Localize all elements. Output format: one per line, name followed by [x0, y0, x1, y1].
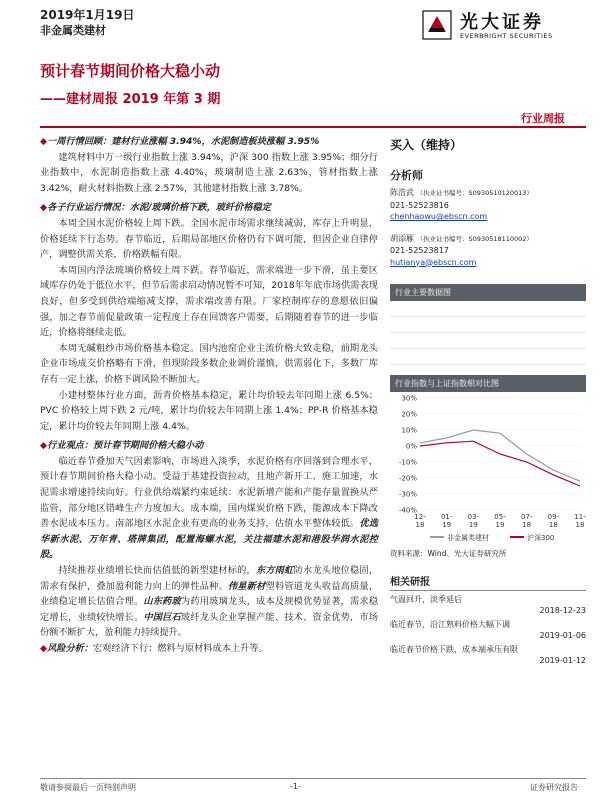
- table-row: [390, 317, 586, 333]
- related-report-item[interactable]: [390, 594, 586, 616]
- y-tick-label: -20%: [398, 474, 417, 483]
- paragraph: 本周无碱粗纱市场价格基本稳定。国内池窑企业主流价格大致走稳，前期龙头企业市场成交价格略有下滑，但现阶段多数企业调价谨慎，供需弱化下，多数厂库存有一定上涨，价格下调风险不断加大。: [40, 342, 378, 385]
- analyst-email-link[interactable]: chenhaowu@ebscn.com: [390, 212, 488, 221]
- table-row: [390, 333, 586, 349]
- x-tick-label: 11-: [574, 513, 586, 521]
- series-line: [420, 441, 580, 486]
- footer-label: 证券研究报告: [530, 783, 578, 792]
- analyst-phone: 021-52523817: [390, 246, 449, 255]
- y-tick-label: -30%: [398, 490, 417, 499]
- paragraph: 建筑材料中万一级行业指数上涨 3.94%，沪深 300 指数上涨 3.95%；细分行业指数中，水泥制造指数上涨 4.40%，玻璃制造上涨 2.63%，管材指数上涨 3.42%，耐火材料指数上涨 2.57%，其他建材指数上涨 3.78%。: [40, 151, 378, 194]
- logo-cn-text: 光大证券: [460, 12, 544, 33]
- paragraph: 持续推荐业绩增长快而估值低的新型建材标的，东方雨虹防水龙头地位稳固，需求有保护，叠加盈利能力向上的弹性品种。伟星新材塑料管道龙头收益高质量，业绩稳定增长估值合理。山东药玻为药用玻璃龙头，成本及规模优势显著，需求稳定增长，业绩较快增长。中国巨石玻纤龙头企业掌握产能、技术、资金优势，市场份额不断扩大，盈利能力持续提升。: [40, 565, 379, 639]
- chart-box-title: 行业指数与上证指数相对比图: [390, 375, 586, 392]
- paragraph: 临近春节叠加天气因素影响，市场进入淡季，水泥价格有序回落到合理水平，预计春节期间价格大稳小动。受益于基建投资拉动，且地产新开工、施工加速，水泥需求增速持续向好。行业供给端紧约束延续：水泥新增产能和产能存量置换从严监管，部分地区错峰生产力度加大。成本端，国内煤炭价格下跌，能源成本下降改善水泥成本压力。南部地区水泥企业有更高的业务支持，估值水平整体较低。优选华新水泥、万年青、塔牌集团，配置海螺水泥，关注福建水泥和港股华润水泥控股。: [40, 455, 379, 561]
- related-report-title[interactable]: 气温回升，淡季延后: [390, 595, 462, 604]
- x-tick-label: 01-: [440, 513, 453, 521]
- analyst-block: [390, 233, 586, 269]
- page-number: -1-: [290, 782, 301, 791]
- related-report-date: 2019-01-06: [539, 631, 586, 640]
- y-tick-label: 10%: [401, 426, 417, 435]
- related-reports-title: 相关研报: [390, 573, 586, 591]
- logo: [420, 6, 590, 44]
- report-type-tag: 行业周报: [521, 112, 565, 125]
- report-date: 2019年1月19日: [40, 8, 135, 22]
- x-tick-label: 05-: [494, 513, 506, 521]
- sidebar: [390, 134, 586, 666]
- footer-disclaimer: 敬请参阅最后一页特别声明: [40, 783, 136, 792]
- report-title: 预计春节期间价格大稳小动: [40, 62, 221, 80]
- x-tick-label: 19: [442, 521, 452, 529]
- header-divider: [40, 126, 586, 128]
- x-tick-label: 12-: [414, 513, 426, 521]
- paragraph: 本周国内浮法玻璃价格较上周下跌。春节临近，需求端进一步下滑，虽主要区域库存仍处于低位水平，但节后需求启动情况暂不可知，2018年年底市场供需表现良好，但多受到供给端缩减支撑，需求端改善有限。厂家控制库存的意愿依旧偏强，加之春节前促量政策一定程度上存在回馈客户需要，后期随着春节的进一步临近，价格将继续走低。: [40, 264, 378, 339]
- x-tick-label: 09-: [547, 513, 560, 521]
- analyst-header: 分析师: [390, 169, 423, 182]
- analyst-cert: （执业证书编号：S0930518110002）: [416, 234, 533, 243]
- section-heading: ◆各子行业运行情况：水泥/玻璃价格下跌，玻纤价格稳定: [40, 202, 271, 214]
- analyst-name: 胡添雁: [390, 233, 414, 243]
- main-body: [40, 134, 378, 657]
- paragraph: 小建材整体行业方面，沥青价格基本稳定，累计均价较去年同期上涨 6.5%；PVC 价格较上周下跌 2 元/吨，累计均价较去年同期上涨 1.4%；PP-R 价格基本稳定，累计均价较去年同期上涨 4.4%。: [40, 389, 378, 432]
- x-tick-label: 19: [468, 521, 478, 529]
- related-report-item[interactable]: [390, 644, 586, 666]
- paragraph: 本周全国水泥价格较上周下跌。全国水泥市场需求继续减弱，库存上升明显，价格延续下行态势。春节临近，后期局部地区价格仍有下调可能，但因企业自律停产，调整供需关系，价格跌幅有限。: [40, 217, 378, 261]
- table-row: [390, 349, 586, 365]
- y-tick-label: 30%: [401, 394, 417, 403]
- analyst-cert: （执业证书编号：S0930510120013）: [416, 189, 533, 197]
- legend-label: 沪深300: [527, 534, 555, 542]
- index-data-table: [390, 301, 586, 365]
- analyst-name: 陈浩武: [390, 188, 414, 197]
- table-row: [390, 301, 586, 317]
- x-tick-label: 18: [548, 521, 558, 529]
- related-report-title[interactable]: 临近春节价格下跌，成本端承压有限: [390, 645, 518, 654]
- related-report-date: 2018-12-23: [539, 606, 586, 615]
- index-box-title: 行业主要数据图: [390, 284, 586, 301]
- risk-line: ◆风险分析：宏观经济下行；燃料与原材料成本上升等。: [40, 643, 268, 654]
- chart-source: 资料来源：Wind、光大证券研究所: [390, 549, 507, 558]
- footer-divider: [40, 778, 586, 779]
- x-tick-label: 07-: [520, 513, 533, 521]
- x-tick-label: 19: [495, 521, 505, 529]
- series-line: [420, 430, 580, 481]
- analyst-email-link[interactable]: hutianya@ebscn.com: [390, 257, 477, 267]
- rating: 买入（维持）: [390, 138, 463, 152]
- x-tick-label: 18: [575, 521, 585, 529]
- y-tick-label: -10%: [398, 458, 417, 467]
- related-report-item[interactable]: [390, 619, 586, 641]
- relative-performance-chart: [390, 392, 586, 544]
- y-tick-label: 20%: [401, 410, 417, 419]
- related-report-title[interactable]: 临近春节，沿江熟料价格大幅下调: [390, 620, 510, 629]
- y-tick-label: 0%: [405, 442, 417, 451]
- x-tick-label: 18: [415, 521, 425, 529]
- x-tick-label: 03-: [467, 513, 480, 521]
- section-heading: ◆一周行情回顾：建材行业涨幅 3.94%，水泥制造板块涨幅 3.95%: [40, 136, 320, 147]
- industry-category: 非金属类建材: [40, 24, 106, 37]
- related-report-date: 2019-01-12: [539, 656, 586, 665]
- analyst-phone: 021-52523816: [390, 200, 449, 210]
- section-heading: ◆行业观点：预计春节期间价格大稳小动: [40, 440, 204, 452]
- logo-mark-icon: [420, 8, 454, 42]
- logo-en-text: EVERBRIGHT SECURITIES: [460, 32, 553, 40]
- y-tick-label: -40%: [398, 506, 417, 515]
- report-subtitle: ——建材周报 2019 年第 3 期: [40, 92, 221, 107]
- analyst-block: [390, 187, 586, 223]
- legend-label: 非金属类建材: [447, 534, 489, 542]
- x-tick-label: 18: [522, 521, 532, 529]
